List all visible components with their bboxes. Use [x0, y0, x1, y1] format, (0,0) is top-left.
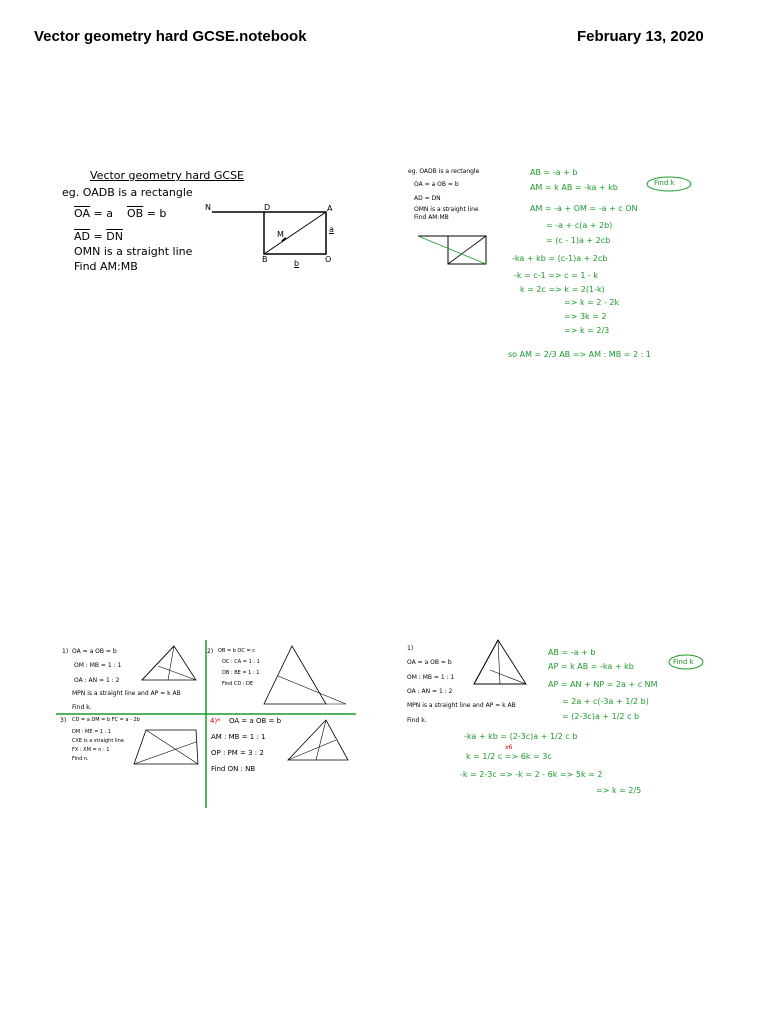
p4-label: 1) — [407, 645, 414, 652]
p4-work-3: AP = AN + NP = 2a + c NM — [548, 680, 658, 689]
p2-find: Find AM:MB — [414, 214, 449, 221]
p1-oa-vec: $\overline{OA}$ — [74, 207, 90, 220]
p4-work-7: k = 1/2 c => 6k = 3c — [466, 752, 552, 761]
p3-q1-l4: Find k. — [72, 704, 92, 711]
p1-eg: eg. OADB is a rectangle — [62, 186, 193, 199]
p3-q4-l3: Find ON : NB — [211, 765, 256, 773]
p1-ad-vec: $\overline{AD}$ — [74, 230, 90, 243]
p1-title: Vector geometry hard GCSE — [90, 169, 245, 182]
notebook-title: Vector geometry hard GCSE.notebook — [34, 28, 307, 45]
p4-find-k: Find k — [673, 658, 694, 666]
p3-q1-l3: MPN is a straight line and AP = k AB — [72, 690, 181, 697]
p4-work-2: AP = k AB = -ka + kb — [548, 662, 634, 671]
p3-q4-vec: OA = a OB = b — [229, 717, 282, 725]
p1-ob-vec: $\overline{OB}$ — [127, 207, 144, 220]
p4-l1: OM : MB = 1 : 1 — [407, 674, 455, 681]
p1-label-b: B — [262, 255, 268, 264]
p3-q3-l4: Find n. — [72, 756, 89, 762]
p2-vectors: OA = a OB = b — [414, 181, 459, 188]
p2-work-4: = -a + c(a + 2b) — [546, 221, 613, 230]
p1-oa-val: = a — [90, 207, 113, 220]
p4-work-9: => k = 2/5 — [596, 786, 642, 795]
p3-q3-l2: CXE is a straight line — [72, 738, 124, 744]
p1-label-a: A — [327, 204, 333, 213]
p4-l4: Find k. — [407, 717, 427, 724]
p1-eq: = — [90, 230, 107, 243]
p3-q1-vec: OA = a OB = b — [72, 648, 117, 655]
p3-q4-l2: OP : PM = 3 : 2 — [211, 749, 264, 757]
p2-work-11: => k = 2/3 — [564, 326, 610, 335]
p3-q4-label: 4)* — [210, 717, 221, 725]
p4-l2: OA : AN = 1 : 2 — [407, 688, 453, 695]
p3-q3-l1: DM : ME = 1 : 1 — [72, 729, 112, 735]
p3-q2-l3: Find CD : DE — [222, 681, 254, 687]
p1-omn: OMN is a straight line — [74, 245, 193, 258]
p2-work-6: -ka + kb = (c-1)a + 2cb — [512, 254, 608, 263]
p1-ob-val: = b — [143, 207, 167, 220]
p2-work-5: = (c - 1)a + 2cb — [546, 236, 611, 245]
notebook-date: February 13, 2020 — [577, 28, 704, 45]
p3-q2-l1: OC : CA = 1 : 1 — [222, 659, 260, 665]
p4-work-6: -ka + kb = (2-3c)a + 1/2 c b — [464, 732, 578, 741]
p3-q1-label: 1) — [62, 648, 69, 655]
p2-eg: eg. OADB is a rectangle — [408, 168, 480, 175]
p2-work-7: -k = c-1 => c = 1 - k — [514, 271, 599, 280]
p3-q3-vec: CD = a DM = b FC = a - 2b — [72, 717, 140, 723]
p4-x6: x6 — [505, 744, 513, 751]
p2-work-8: k = 2c => k = 2(1-k) — [520, 285, 605, 294]
p3-q2-vec: OB = b OC = c — [218, 648, 256, 654]
p1-label-m: M — [277, 230, 284, 239]
p4-l3: MPN is a straight line and AP = k AB — [407, 702, 516, 709]
p2-omn: OMN is a straight line — [414, 206, 479, 213]
p2-work-10: => 3k = 2 — [564, 312, 607, 321]
p1-dn-vec: $\overline{DN}$ — [106, 230, 123, 243]
p4-vec: OA = a OB = b — [407, 659, 452, 666]
p2-work-3: AM = -a + OM = -a + c ON — [530, 204, 638, 213]
p4-work-5: = (2-3c)a + 1/2 c b — [562, 712, 640, 721]
p1-label-a-vec: a — [329, 225, 334, 234]
p3-q1-l2: OA : AN = 1 : 2 — [74, 677, 120, 684]
p2-work-9: => k = 2 - 2k — [564, 298, 620, 307]
p3-q1-l1: OM : MB = 1 : 1 — [74, 662, 122, 669]
p1-label-d: D — [264, 203, 271, 212]
p3-q2-l2: OB : BE = 1 : 1 — [222, 670, 260, 676]
p3-q3-l3: FX : XM = n : 1 — [72, 747, 110, 753]
p2-work-1: AB = -a + b — [530, 168, 578, 177]
p2-ad: AD = DN — [414, 195, 441, 202]
p3-q3-label: 3) — [60, 717, 67, 724]
p1-find: Find AM:MB — [74, 260, 138, 273]
p4-work-1: AB = -a + b — [548, 648, 596, 657]
p2-work-12: so AM = 2/3 AB => AM : MB = 2 : 1 — [508, 350, 651, 359]
p1-label-n: N — [205, 203, 211, 212]
p3-q4-l1: AM : MB = 1 : 1 — [211, 733, 266, 741]
p4-work-8: -k = 2-3c => -k = 2 - 6k => 5k = 2 — [460, 770, 603, 779]
p1-label-b-vec: b — [294, 259, 300, 268]
p4-work-4: = 2a + c(-3a + 1/2 b) — [562, 697, 649, 706]
p1-label-o: O — [325, 255, 332, 264]
p2-find-k: Find k — [654, 179, 675, 187]
p2-work-2: AM = k AB = -ka + kb — [530, 183, 618, 192]
p3-q2-label: 2) — [207, 648, 214, 655]
